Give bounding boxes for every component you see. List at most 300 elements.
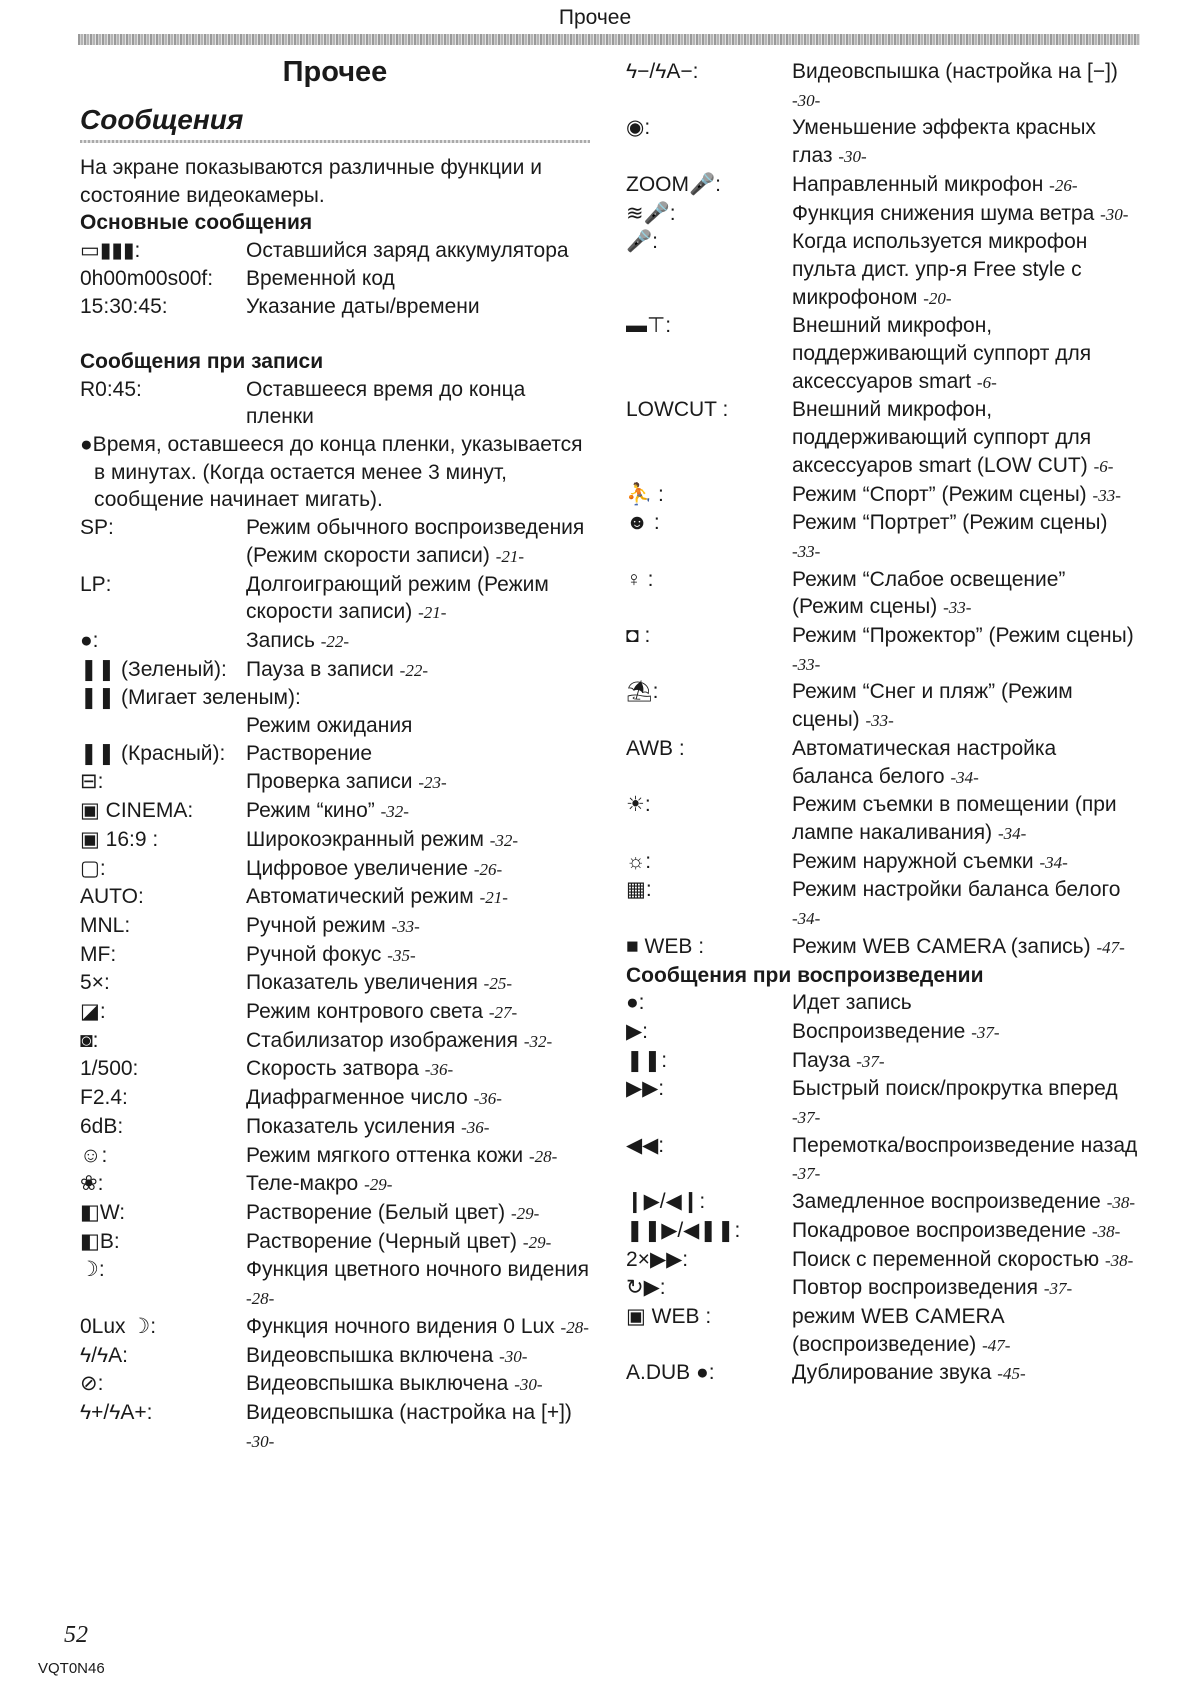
play-list xyxy=(626,989,1140,1388)
message-row xyxy=(80,883,590,912)
msg-desc xyxy=(246,237,590,265)
msg-text: Уменьшение эффекта красных глаз xyxy=(792,116,1096,168)
message-row xyxy=(626,622,1140,678)
msg-key: ▦: xyxy=(626,878,652,902)
left-column xyxy=(80,154,590,1455)
page-ref: -37- xyxy=(792,1108,821,1128)
page-ref: -37- xyxy=(971,1022,1000,1042)
msg-desc xyxy=(792,1217,1140,1246)
msg-text: Режим “Слабое освещение” (Режим сцены) xyxy=(792,567,1066,619)
msg-key: ●: xyxy=(626,991,645,1015)
msg-key: 🎤: xyxy=(626,230,658,254)
msg-text: Замедленное воспроизведение xyxy=(792,1190,1101,1214)
rec-list xyxy=(80,514,590,684)
msg-text: Стабилизатор изображения xyxy=(246,1028,519,1052)
msg-desc xyxy=(246,293,590,321)
page-ref: -28- xyxy=(246,1289,275,1309)
msg-desc xyxy=(246,265,590,293)
message-row xyxy=(80,265,590,293)
page-ref: -21- xyxy=(495,546,525,566)
msg-desc xyxy=(792,622,1140,678)
msg-text: Режим “Спорт” (Режим сцены) xyxy=(792,482,1087,506)
msg-desc xyxy=(792,735,1140,791)
message-row xyxy=(626,509,1140,565)
msg-key: SP: xyxy=(80,516,114,540)
rec-heading: Сообщения при записи xyxy=(80,349,324,373)
page-ref: -30- xyxy=(838,147,867,167)
msg-desc xyxy=(792,58,1140,114)
msg-key: ◀◀: xyxy=(626,1133,665,1157)
doc-code: VQT0N46 xyxy=(38,1660,105,1677)
message-row xyxy=(626,566,1140,622)
page-ref: -29- xyxy=(522,1232,552,1252)
msg-desc xyxy=(246,826,590,855)
page-ref: -36- xyxy=(473,1089,502,1109)
msg-key: ❚❚ (Зеленый): xyxy=(80,657,227,681)
message-row xyxy=(80,1199,590,1228)
message-row xyxy=(626,989,1140,1018)
msg-text: Теле-макро xyxy=(246,1172,359,1196)
message-row xyxy=(80,826,590,855)
rec-first-row xyxy=(80,376,590,431)
page-ref: -21- xyxy=(418,603,447,623)
message-row xyxy=(626,1075,1140,1131)
page-ref: -32- xyxy=(380,802,409,822)
message-row xyxy=(626,1217,1140,1246)
message-row xyxy=(80,1313,590,1342)
message-row xyxy=(626,678,1140,734)
msg-text: Режим “Портрет” (Режим сцены) xyxy=(792,511,1108,535)
msg-key: 2×▶▶: xyxy=(626,1247,689,1271)
msg-desc xyxy=(792,1246,1140,1275)
msg-desc xyxy=(246,627,590,656)
message-row xyxy=(626,848,1140,877)
message-row xyxy=(80,797,590,826)
msg-text: Долгоиграющий режим (Режим скорости записи) xyxy=(246,572,549,624)
msg-key: ▭▮▮▮: xyxy=(80,239,141,263)
msg-desc xyxy=(246,1084,590,1113)
header-rule xyxy=(78,34,1140,45)
msg-desc xyxy=(792,312,1140,396)
msg-text: Оставшийся заряд аккумулятора xyxy=(246,239,569,263)
page-ref: -38- xyxy=(1091,1221,1121,1241)
message-row xyxy=(626,1132,1140,1188)
basic-list xyxy=(80,237,590,320)
msg-key: ♀ : xyxy=(626,567,654,591)
msg-key: LOWCUT : xyxy=(626,398,729,422)
message-row xyxy=(80,912,590,941)
msg-desc xyxy=(246,969,590,998)
msg-desc xyxy=(792,200,1140,229)
msg-key: ⛱: xyxy=(626,680,659,704)
msg-desc xyxy=(246,1313,590,1342)
msg-text: Воспроизведение xyxy=(792,1019,966,1043)
msg-key: 15:30:45: xyxy=(80,294,168,318)
page-ref: -26- xyxy=(1049,175,1078,195)
page-ref: -47- xyxy=(1096,937,1125,957)
msg-desc xyxy=(792,1132,1140,1188)
msg-desc xyxy=(792,989,1140,1018)
msg-key: ◧W: xyxy=(80,1201,126,1224)
message-row xyxy=(626,1018,1140,1047)
msg-desc xyxy=(792,1274,1140,1303)
page-ref: -33- xyxy=(792,654,821,674)
page-ref: -28- xyxy=(560,1317,589,1337)
message-row xyxy=(626,1303,1140,1359)
msg-desc xyxy=(792,396,1140,480)
msg-text: Дублирование звука xyxy=(792,1361,992,1385)
msg-key: ▣ CINEMA: xyxy=(80,799,194,823)
message-row xyxy=(626,481,1140,510)
msg-desc xyxy=(246,1399,590,1455)
msg-text: Режим настройки баланса белого xyxy=(792,878,1121,902)
msg-text: Видеовспышка (настройка на [+]) xyxy=(246,1400,572,1424)
msg-key: ϟ+/ϟA+: xyxy=(80,1400,153,1424)
msg-key: 0h00m00s00f: xyxy=(80,266,214,290)
rec2-list xyxy=(80,740,590,1456)
msg-text: Покадровое воспроизведение xyxy=(792,1218,1087,1242)
message-row xyxy=(80,1342,590,1371)
msg-desc xyxy=(246,883,590,912)
msg-desc xyxy=(246,941,590,970)
msg-desc xyxy=(792,1075,1140,1131)
msg-key: ●: xyxy=(80,628,99,652)
msg-text: Автоматический режим xyxy=(246,885,474,909)
msg-key: LP: xyxy=(80,572,112,596)
msg-text: Видеовспышка включена xyxy=(246,1343,494,1367)
msg-key: ☻ : xyxy=(626,511,660,535)
page-ref: -23- xyxy=(418,773,447,793)
msg-key: MF: xyxy=(80,942,117,966)
msg-text: Режим “кино” xyxy=(246,799,375,823)
page-ref: -36- xyxy=(461,1117,490,1137)
message-row xyxy=(626,791,1140,847)
msg-text: Широкоэкранный режим xyxy=(246,827,484,851)
message-row xyxy=(80,237,590,265)
msg-key: ϟ−/ϟA−: xyxy=(626,60,699,83)
message-row xyxy=(80,740,590,769)
msg-desc xyxy=(246,514,590,570)
message-row xyxy=(626,1188,1140,1217)
msg-desc xyxy=(246,768,590,797)
page-ref: -6- xyxy=(1093,456,1114,476)
page-ref: -34- xyxy=(1039,852,1068,872)
page-ref: -22- xyxy=(399,660,428,680)
msg-text: Автоматическая настройка баланса белого xyxy=(792,736,1057,788)
msg-desc xyxy=(792,1188,1140,1217)
msg-text: Режим WEB CAMERA (запись) xyxy=(792,934,1091,958)
message-row xyxy=(626,1359,1140,1388)
msg-desc xyxy=(792,1047,1140,1076)
msg-desc xyxy=(792,1018,1140,1047)
msg-text: Функция ночного видения 0 Lux xyxy=(246,1314,555,1338)
section-rule xyxy=(80,140,590,143)
message-row xyxy=(80,1113,590,1142)
right-list xyxy=(626,58,1140,962)
msg-key: ◪: xyxy=(80,1000,106,1024)
page-ref: -30- xyxy=(499,1346,528,1366)
page-ref: -30- xyxy=(792,90,821,110)
msg-text: Режим съемки в помещении (при лампе накаливания) xyxy=(792,793,1117,844)
msg-key: AUTO: xyxy=(80,885,144,909)
msg-key: ◧B: xyxy=(80,1229,120,1253)
msg-key: 0Lux ☽: xyxy=(80,1314,157,1338)
msg-key: ❚❚ (Мигает зеленым): xyxy=(80,686,301,710)
message-row xyxy=(80,1399,590,1455)
msg-text: Диафрагменное число xyxy=(246,1086,468,1110)
page-ref: -33- xyxy=(865,711,894,731)
msg-key: ↻▶: xyxy=(626,1276,666,1300)
message-row xyxy=(80,768,590,797)
msg-text: Растворение (Белый цвет) xyxy=(246,1201,506,1224)
message-row xyxy=(626,200,1140,229)
page-ref: -25- xyxy=(483,974,512,994)
msg-key: ❙▶/◀❙: xyxy=(626,1190,706,1214)
msg-text: Внешний микрофон, поддерживающий суппорт для аксессуаров smart (LOW CUT) xyxy=(792,398,1092,477)
msg-key: ▣ 16:9 : xyxy=(80,827,159,851)
msg-key: ▶▶: xyxy=(626,1077,665,1101)
msg-key: ☀: xyxy=(626,793,651,817)
page-ref: -37- xyxy=(792,1164,821,1184)
msg-desc xyxy=(792,848,1140,877)
msg-desc xyxy=(792,114,1140,170)
msg-key: 5×: xyxy=(80,971,110,995)
msg-text: Цифровое увеличение xyxy=(246,856,469,880)
page-ref: -32- xyxy=(489,830,519,850)
blink-row xyxy=(80,684,590,712)
msg-key: ϟ/ϟA: xyxy=(80,1343,128,1367)
msg-text: Перемотка/воспроизведение назад xyxy=(792,1133,1138,1157)
msg-desc xyxy=(246,998,590,1027)
page-ref: -38- xyxy=(1106,1193,1136,1213)
message-row xyxy=(626,1274,1140,1303)
msg-key: ≋🎤: xyxy=(626,201,676,225)
page-ref: -30- xyxy=(1100,204,1129,224)
msg-desc xyxy=(246,1170,590,1199)
play-heading: Сообщения при воспроизведении xyxy=(626,963,984,987)
page-ref: -27- xyxy=(488,1003,518,1023)
message-row xyxy=(626,114,1140,170)
page-ref: -30- xyxy=(246,1431,275,1451)
msg-desc xyxy=(792,509,1140,565)
msg-key: ◉: xyxy=(626,116,651,140)
message-row xyxy=(626,171,1140,200)
page-ref: -22- xyxy=(320,631,350,651)
msg-key: ■ WEB : xyxy=(626,934,705,958)
message-row xyxy=(626,1047,1140,1076)
msg-text: Скорость затвора xyxy=(246,1057,419,1081)
msg-text: Быстрый поиск/прокрутка вперед xyxy=(792,1077,1118,1101)
page-ref: -6- xyxy=(976,372,997,392)
right-column xyxy=(626,58,1140,1388)
msg-desc xyxy=(246,855,590,884)
page-ref: -35- xyxy=(387,945,416,965)
section-title: Сообщения xyxy=(80,104,244,135)
page-ref: -36- xyxy=(424,1060,454,1080)
msg-text: режим WEB CAMERA (воспроизведение) xyxy=(792,1304,1004,1356)
page-ref: -33- xyxy=(1092,485,1121,505)
page-ref: -47- xyxy=(982,1335,1011,1355)
msg-key: ❚❚▶/◀❚❚: xyxy=(626,1218,741,1242)
msg-text: Ручной режим xyxy=(246,913,386,937)
msg-key: ▣ WEB : xyxy=(626,1304,712,1328)
message-row xyxy=(80,1084,590,1113)
msg-text: Режим контрового света xyxy=(246,1000,484,1024)
msg-desc xyxy=(246,1342,590,1371)
message-row xyxy=(626,58,1140,114)
msg-text: Показатель увеличения xyxy=(246,971,478,995)
message-row xyxy=(626,228,1140,312)
blink-desc: Режим ожидания xyxy=(246,714,413,738)
msg-text: Когда используется микрофон пульта дист. упр-я Free style с микрофоном xyxy=(792,230,1088,309)
msg-text: Проверка записи xyxy=(246,770,413,794)
msg-text: Направленный микрофон xyxy=(792,172,1044,196)
msg-key: ❚❚: xyxy=(626,1048,668,1072)
msg-text: Пауза в записи xyxy=(246,657,394,681)
msg-key: 1/500: xyxy=(80,1057,139,1081)
msg-text: Повтор воспроизведения xyxy=(792,1276,1039,1300)
page-ref: -45- xyxy=(997,1364,1026,1384)
msg-key: ⊘: xyxy=(80,1372,104,1396)
msg-text: Режим “Снег и пляж” (Режим сцены) xyxy=(792,680,1073,732)
msg-text: Функция цветного ночного видения xyxy=(246,1258,590,1282)
message-row xyxy=(80,1142,590,1171)
msg-desc xyxy=(792,566,1140,622)
msg-key: MNL: xyxy=(80,913,131,937)
msg-desc xyxy=(246,1055,590,1084)
msg-text: Внешний микрофон, поддерживающий суппорт для аксессуаров smart xyxy=(792,314,1092,393)
msg-text: Запись xyxy=(246,628,315,652)
msg-key: ▢: xyxy=(80,856,106,880)
msg-desc xyxy=(246,1027,590,1056)
msg-desc xyxy=(246,1370,590,1399)
message-row xyxy=(80,627,590,656)
msg-key: ❚❚ (Красный): xyxy=(80,741,226,765)
basic-heading: Основные сообщения xyxy=(80,211,313,235)
message-row xyxy=(80,1228,590,1257)
msg-key: ◙: xyxy=(80,1028,99,1052)
msg-key: ☺: xyxy=(80,1143,108,1167)
msg-text: Режим наружной съемки xyxy=(792,849,1034,873)
message-row xyxy=(626,396,1140,480)
msg-key: F2.4: xyxy=(80,1086,128,1110)
msg-desc xyxy=(246,797,590,826)
running-header: Прочее xyxy=(558,6,632,29)
msg-text: Растворение (Черный цвет) xyxy=(246,1229,518,1253)
msg-key: ☼: xyxy=(626,849,652,873)
msg-text: Режим “Прожектор” (Режим сцены) xyxy=(792,624,1134,648)
msg-desc xyxy=(792,678,1140,734)
msg-desc xyxy=(792,791,1140,847)
page-ref: -29- xyxy=(510,1204,540,1223)
msg-key: ▬⊤: xyxy=(626,314,672,338)
message-row xyxy=(626,312,1140,396)
message-row xyxy=(80,1027,590,1056)
msg-desc xyxy=(246,1142,590,1171)
msg-desc xyxy=(246,571,590,627)
msg-desc: Оставшееся время до конца пленки xyxy=(246,377,526,429)
rec-note: ●Время, оставшееся до конца пленки, указывается в минутах. (Когда остается менее 3 минут, сообщение начинает мигать). xyxy=(80,433,583,512)
message-row xyxy=(80,571,590,627)
message-row xyxy=(626,876,1140,932)
msg-key: 6dB: xyxy=(80,1114,124,1138)
msg-key: A.DUB ●: xyxy=(626,1361,715,1385)
msg-desc xyxy=(246,1113,590,1142)
msg-desc xyxy=(792,228,1140,312)
message-row xyxy=(80,1370,590,1399)
msg-desc xyxy=(792,876,1140,932)
message-row xyxy=(626,1246,1140,1275)
page-ref: -20- xyxy=(923,288,952,308)
message-row xyxy=(626,735,1140,791)
message-row xyxy=(80,514,590,570)
msg-text: Поиск с переменной скоростью xyxy=(792,1247,1100,1271)
msg-key: ▶: xyxy=(626,1019,648,1043)
msg-text: Видеовспышка (настройка на [−]) xyxy=(792,60,1118,83)
page-ref: -37- xyxy=(856,1051,885,1071)
msg-text: Режим мягкого оттенка кожи xyxy=(246,1143,524,1167)
message-row xyxy=(80,855,590,884)
msg-text: Временной код xyxy=(246,266,395,290)
msg-key: ⊟: xyxy=(80,770,104,794)
msg-desc xyxy=(792,171,1140,200)
page-ref: -38- xyxy=(1104,1250,1134,1270)
msg-text: Режим обычного воспроизведения (Режим скорости записи) xyxy=(246,516,585,567)
message-row xyxy=(80,941,590,970)
msg-desc xyxy=(792,933,1140,962)
msg-key: AWB : xyxy=(626,736,685,760)
msg-text: Показатель усиления xyxy=(246,1114,456,1138)
message-row xyxy=(80,656,590,685)
message-row xyxy=(80,1170,590,1199)
msg-key: R0:45: xyxy=(80,377,142,401)
msg-desc xyxy=(246,912,590,941)
msg-desc xyxy=(246,1256,590,1312)
page-ref: -21- xyxy=(479,888,508,908)
message-row xyxy=(80,969,590,998)
page-ref: -30- xyxy=(514,1375,543,1395)
msg-text: Пауза xyxy=(792,1048,851,1072)
msg-key: ⛹ : xyxy=(626,482,664,506)
page-ref: -33- xyxy=(391,916,420,936)
page-ref: -34- xyxy=(792,909,821,929)
intro-text: На экране показываются различные функции и состояние видеокамеры. xyxy=(80,156,542,207)
message-row xyxy=(626,933,1140,962)
msg-desc xyxy=(792,1359,1140,1388)
msg-desc xyxy=(246,656,590,685)
page-ref: -34- xyxy=(950,767,979,787)
page-ref: -34- xyxy=(997,823,1027,843)
msg-key: ◘ : xyxy=(626,624,651,648)
msg-desc xyxy=(792,1303,1140,1359)
msg-desc xyxy=(246,1228,590,1257)
page-ref: -28- xyxy=(529,1146,558,1166)
msg-text: Идет запись xyxy=(792,991,912,1015)
msg-key: ❀: xyxy=(80,1172,104,1196)
page-ref: -29- xyxy=(364,1175,393,1195)
message-row xyxy=(80,998,590,1027)
msg-text: Растворение xyxy=(246,741,373,765)
msg-text: Ручной фокус xyxy=(246,942,382,966)
page-ref: -37- xyxy=(1043,1279,1073,1299)
page-ref: -33- xyxy=(792,541,821,561)
msg-desc xyxy=(246,740,590,769)
msg-text: Функция снижения шума ветра xyxy=(792,201,1095,225)
message-row xyxy=(80,293,590,321)
message-row xyxy=(80,1256,590,1312)
page-ref: -32- xyxy=(523,1031,553,1051)
page-ref: -26- xyxy=(473,859,503,879)
